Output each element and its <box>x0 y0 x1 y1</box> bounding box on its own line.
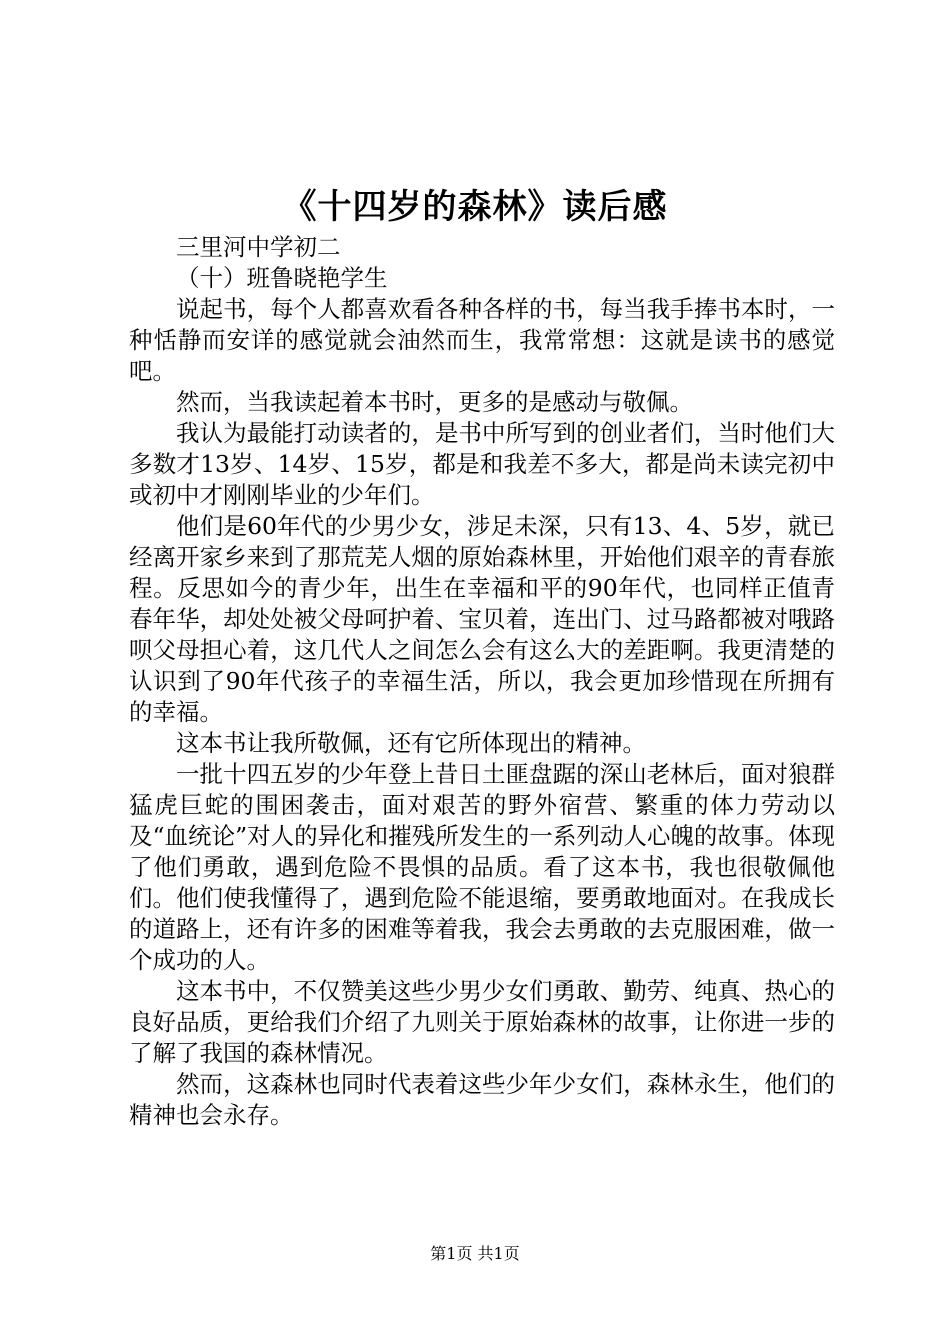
paragraph: 这本书中，不仅赞美这些少男少女们勇敢、勤劳、纯真、热心的良好品质，更给我们介绍了九则关于原始森林的故事，让你进一步的了解了我国的森林情况。 <box>129 977 835 1067</box>
paragraph: 然而，当我读起着本书时，更多的是感动与敬佩。 <box>176 388 693 416</box>
page-footer: 第1页 共1页 <box>430 1244 520 1263</box>
paragraph: 他们是60年代的少男少女，涉足未深，只有13、4、5岁，就已经离开家乡来到了那荒芜人烟的原始森林里，开始他们艰辛的青春旅程。反思如今的青少年，出生在幸福和平的90年代，也同样正值青春年华，却处处被父母呵护着、宝贝着，连出门、过马路都被对哦路呗父母担心着，这几代人之间怎么会有这么大的差距啊。我更清楚的认识到了90年代孩子的幸福生活，所以，我会更加珍惜现在所拥有的幸福。 <box>129 512 835 726</box>
paragraph: 这本书让我所敬佩，还有它所体现出的精神。 <box>176 729 646 757</box>
paragraph: 然而，这森林也同时代表着这些少年少女们，森林永生，他们的精神也会永存。 <box>129 1070 835 1129</box>
paragraph: 说起书，每个人都喜欢看各种各样的书，每当我手捧书本时，一种恬静而安详的感觉就会油然而生，我常常想：这就是读书的感觉吧。 <box>129 295 835 385</box>
paragraph-school: 三里河中学初二 <box>176 233 341 261</box>
document-title: 《十四岁的森林》读后感 <box>282 187 668 227</box>
document-body <box>129 232 835 1131</box>
paragraph-class-author: （十）班鲁晓艳学生 <box>176 264 388 292</box>
paragraph: 我认为最能打动读者的，是书中所写到的创业者们，当时他们大多数才13岁、14岁、15岁，都是和我差不多大，都是尚未读完初中或初中才刚刚毕业的少年们。 <box>129 419 835 509</box>
paragraph: 一批十四五岁的少年登上昔日土匪盘踞的深山老林后，面对狼群猛虎巨蛇的围困袭击，面对艰苦的野外宿营、繁重的体力劳动以及“血统论”对人的异化和摧残所发生的一系列动人心魄的故事。体现了他们勇敢，遇到危险不畏惧的品质。看了这本书，我也很敬佩他们。他们使我懂得了，遇到危险不能退缩，要勇敢地面对。在我成长的道路上，还有许多的困难等着我，我会去勇敢的去克服困难，做一个成功的人。 <box>129 760 835 974</box>
